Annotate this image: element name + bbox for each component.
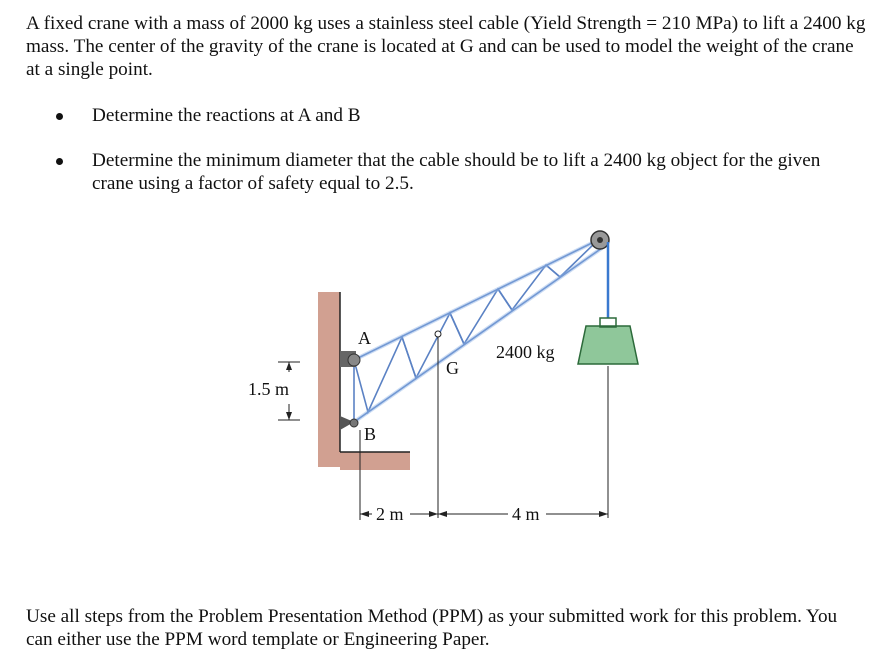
label-a: A	[358, 328, 371, 348]
pin-b	[350, 419, 358, 427]
cog-marker	[435, 331, 441, 337]
ppm-instructions: Use all steps from the Problem Presentation Method (PPM) as your submitted work for this problem. You can either use the PPM word template or Engineering Paper.	[26, 606, 838, 650]
pin-a	[348, 354, 360, 366]
bullet-icon	[56, 158, 63, 165]
task-item-reactions	[56, 104, 866, 127]
task-list	[56, 104, 866, 195]
label-b: B	[364, 424, 377, 444]
wall	[318, 292, 340, 467]
ground-base	[340, 452, 410, 470]
dim-vertical-label: 1.5 m	[248, 379, 290, 399]
task-text-cable-diameter: Determine the minimum diameter that the cable should be to lift a 2400 kg object for the given crane using a factor of safety equal to 2.5.	[92, 150, 821, 194]
task-item-cable-diameter	[56, 149, 866, 195]
crane-figure	[220, 222, 640, 532]
crane-diagram	[220, 222, 640, 532]
dim-left-label: 2 m	[376, 504, 404, 524]
label-g: G	[446, 358, 459, 378]
task-text-reactions: Determine the reactions at A and B	[92, 105, 361, 126]
bullet-icon	[56, 113, 63, 120]
problem-intro: A fixed crane with a mass of 2000 kg uses a stainless steel cable (Yield Strength = 210 MPa) to lift a 2400 kg mass. The center of the gravity of the crane is located at G and can be used to model the weight of the crane at a single point.	[26, 13, 866, 80]
dim-right-label: 4 m	[512, 504, 540, 524]
load-weight	[578, 326, 638, 364]
load-label: 2400 kg	[496, 342, 555, 362]
